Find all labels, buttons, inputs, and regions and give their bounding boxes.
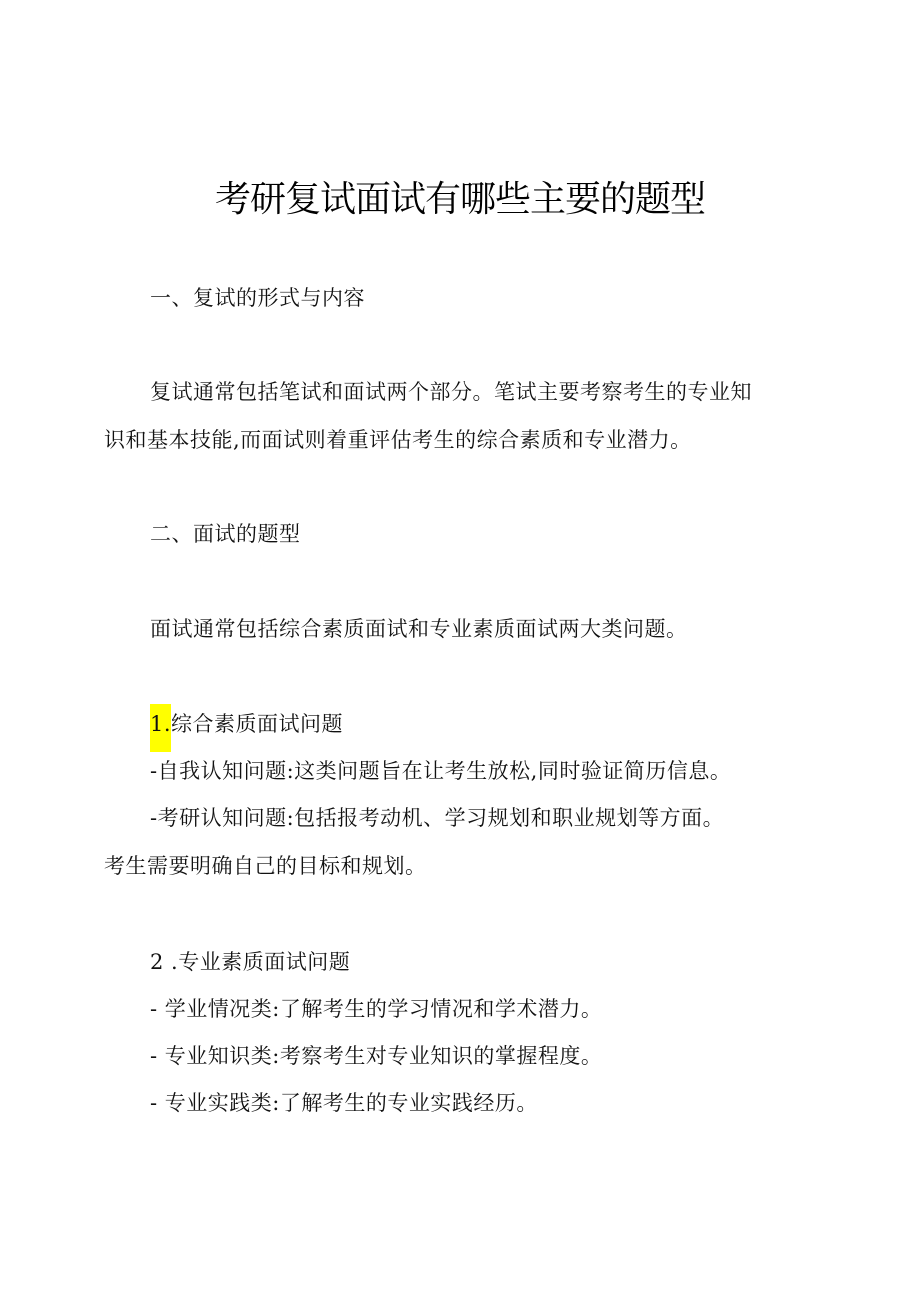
section1-paragraph-line1: 复试通常包括笔试和面试两个部分。笔试主要考察考生的专业知	[150, 380, 752, 404]
document-title: 考研复试面试有哪些主要的题型	[214, 179, 705, 220]
part1-title: 综合素质面试问题	[171, 712, 344, 736]
part1-item1: -自我认知问题:这类问题旨在让考生放松,同时验证简历信息。	[150, 759, 732, 783]
section1-heading: 一、复试的形式与内容	[150, 286, 365, 310]
highlighted-number: 1.	[150, 704, 171, 752]
part2-item1: - 学业情况类:了解考生的学习情况和学术潜力。	[150, 997, 603, 1021]
section1-paragraph-line2: 识和基本技能,而面试则着重评估考生的综合素质和专业潜力。	[104, 428, 692, 452]
part1-heading	[150, 708, 343, 752]
section2-heading: 二、面试的题型	[150, 522, 301, 546]
part2-item3: - 专业实践类:了解考生的专业实践经历。	[150, 1091, 538, 1115]
part2-heading: 2 .专业素质面试问题	[150, 950, 351, 974]
part1-item2-line2: 考生需要明确自己的目标和规划。	[104, 854, 427, 878]
part1-item2-line1: -考研认知问题:包括报考动机、学习规划和职业规划等方面。	[150, 806, 725, 830]
section2-intro: 面试通常包括综合素质面试和专业素质面试两大类问题。	[150, 617, 688, 641]
part2-item2: - 专业知识类:考察考生对专业知识的掌握程度。	[150, 1044, 603, 1068]
